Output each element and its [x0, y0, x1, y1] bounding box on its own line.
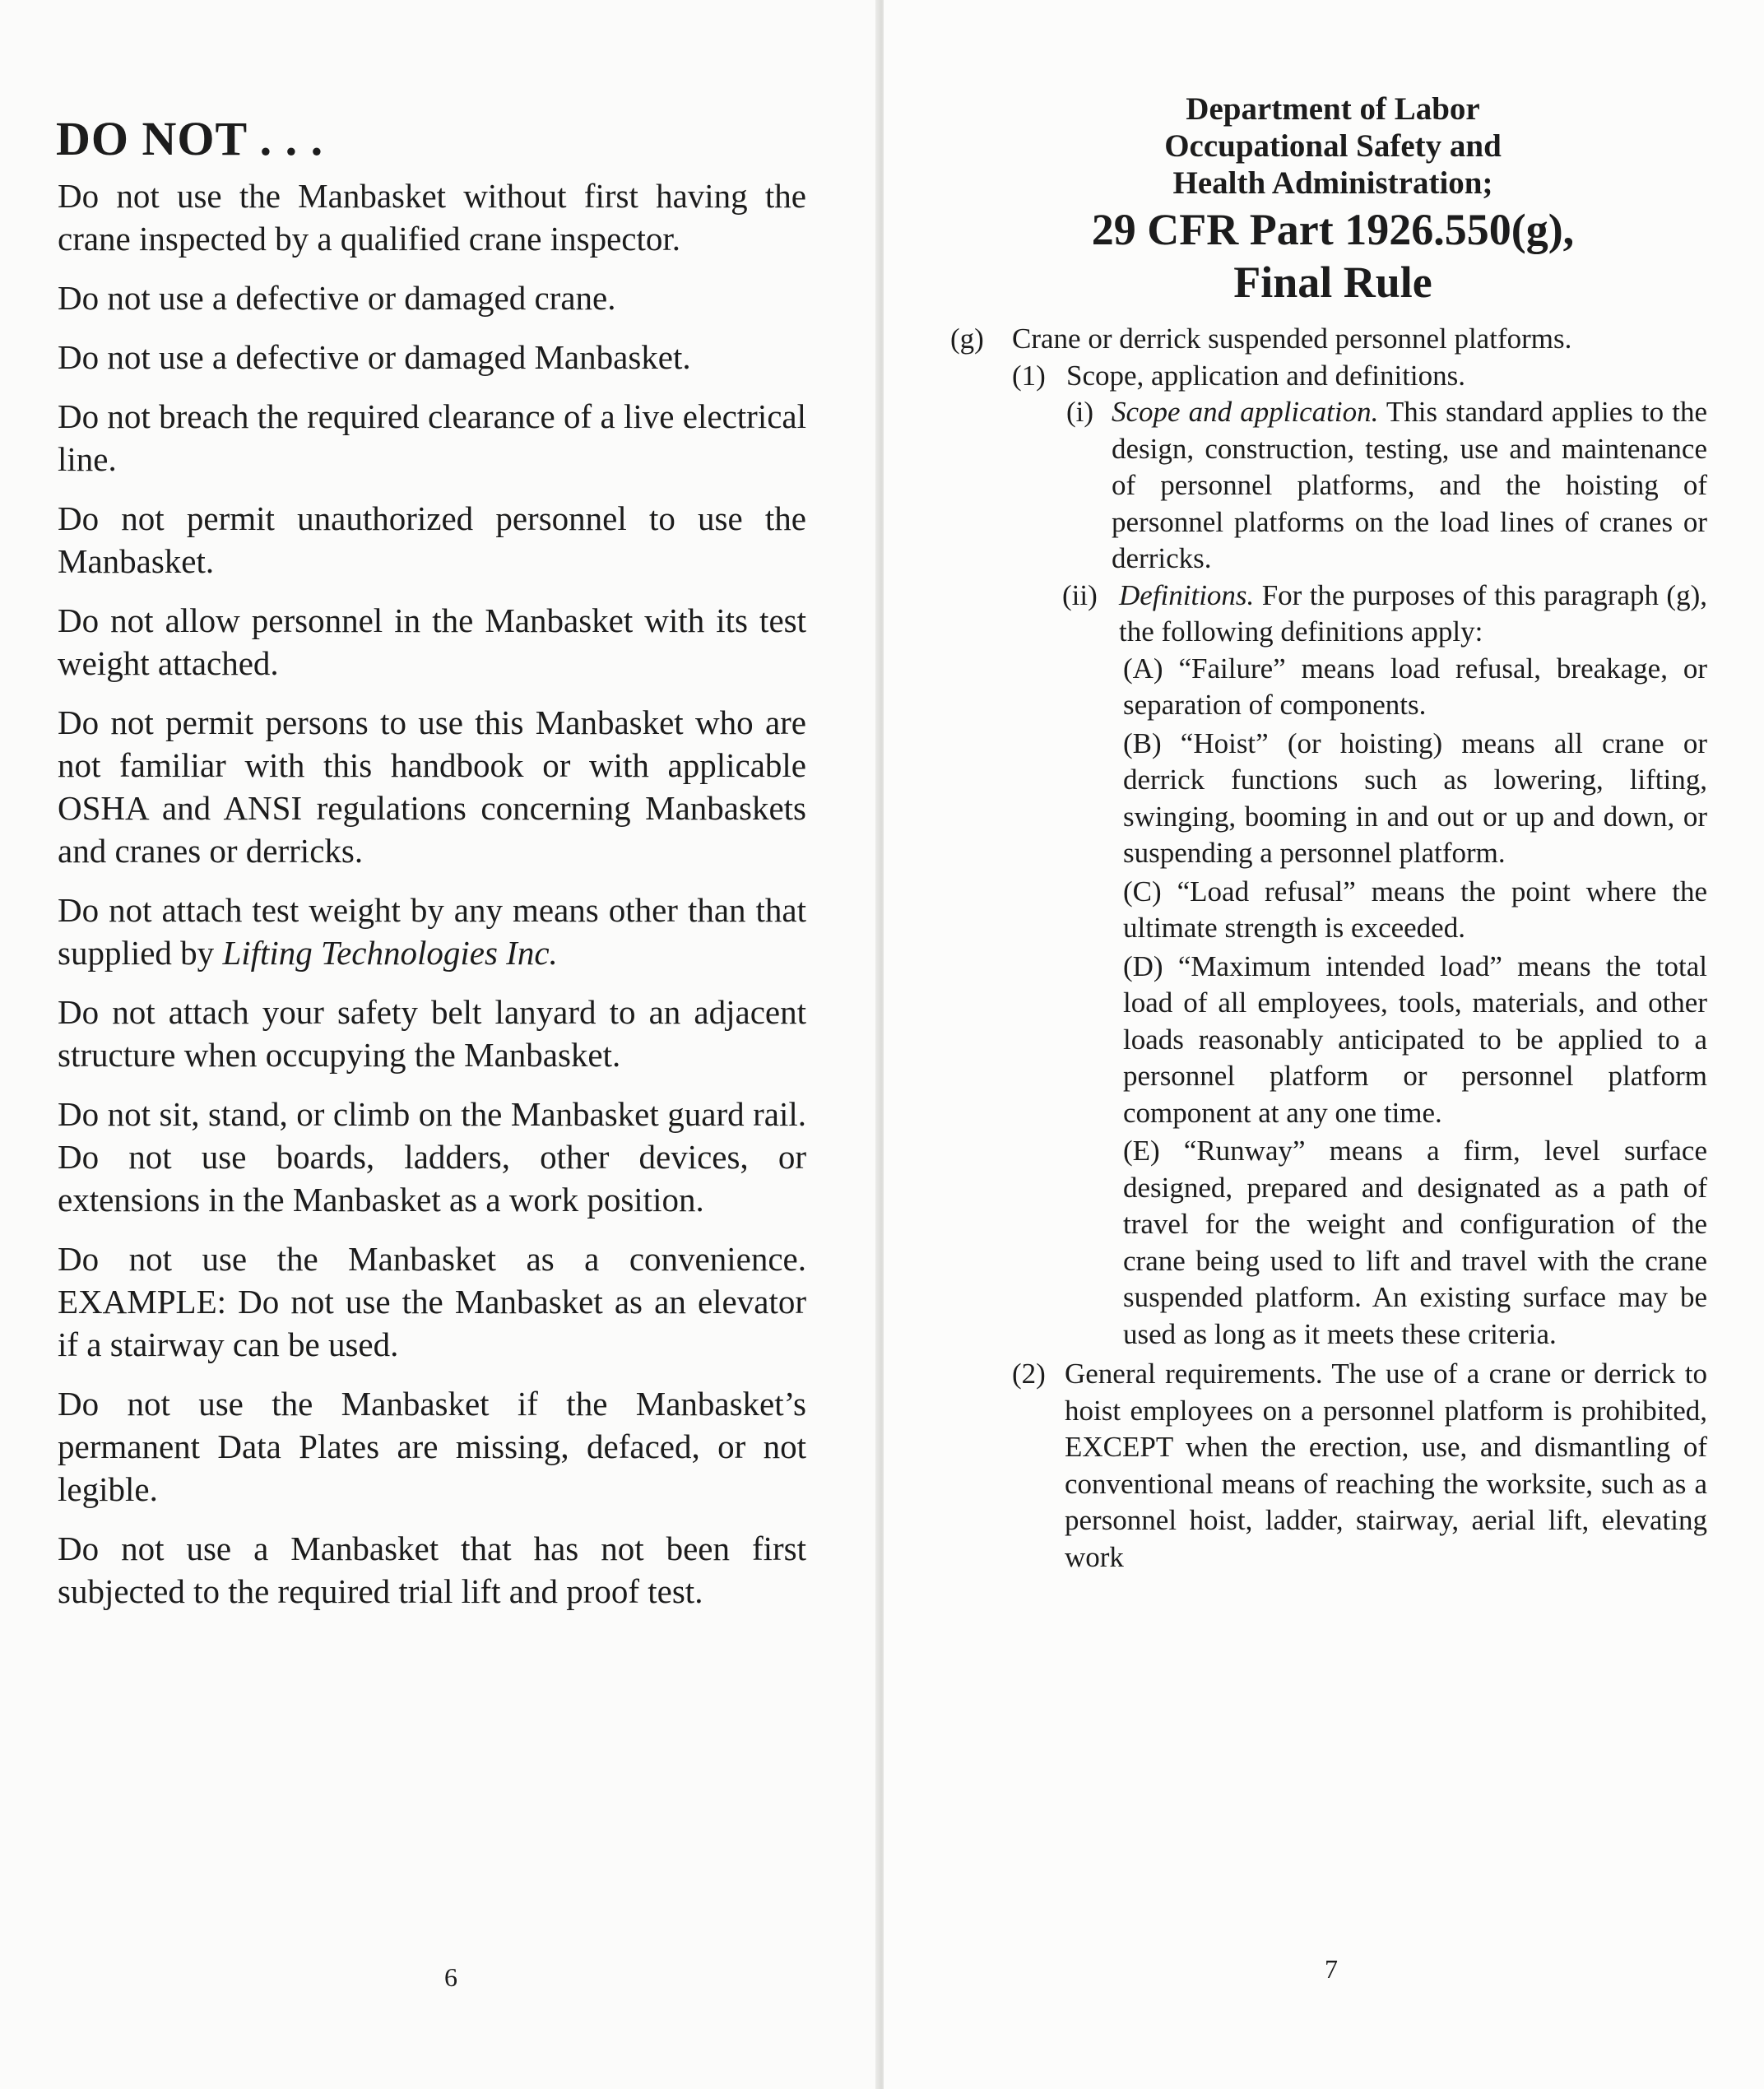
section-g [950, 321, 1707, 358]
section-title: Definitions. [1119, 578, 1255, 611]
definition-item: (B) “Hoist” (or hoisting) means all crane or derrick functions such as lowering, lifting, swinging, booming in and out or up and down, or suspending a personnel platform. [1123, 727, 1707, 869]
rule-item: Do not allow personnel in the Manbasket with its test weight attached. [58, 601, 806, 682]
section-label: (1) [1012, 359, 1046, 392]
agency-line: Department of Labor [1186, 91, 1480, 127]
section-label: (g) [950, 323, 984, 355]
section-text [1112, 394, 1707, 578]
do-not-heading: DO NOT . . . [56, 112, 324, 165]
section-label: (ii) [1062, 578, 1098, 611]
section-body: For the purposes of this paragraph (g), the following definitions apply: [1119, 578, 1707, 648]
section-2 [1012, 1356, 1707, 1576]
definition-item: (E) “Runway” means a firm, level surface designed, prepared and designated as a path of travel for the weight and configuration of the crane being used to lift and travel with the crane suspended platform. An existing surface may be used as long as it meets these criteria. [1123, 1135, 1707, 1350]
definition-item: (A) “Failure” means load refusal, breakage, or separation of components. [1123, 652, 1707, 721]
rule-item: Do not use the Manbasket as a convenience. EXAMPLE: Do not use the Manbasket as an elevator if a stairway can be used. [58, 1240, 806, 1363]
rule-item: Do not permit unauthorized personnel to use the Manbasket. [58, 499, 806, 580]
rule-item: Do not attach your safety belt lanyard to an adjacent structure when occupying the Manbasket. [58, 993, 806, 1074]
rule-item [58, 889, 806, 974]
company-name: Lifting Technologies Inc. [222, 934, 558, 972]
section-ii [1062, 578, 1707, 651]
section-text: General requirements. The use of a crane or derrick to hoist employees on a personnel platform is prohibited, EXCEPT when the erection, use, and dismantling of conventional means of reaching the worksite, such as a personnel hoist, ladder, stairway, aerial lift, elevating work [1065, 1358, 1707, 1573]
section-text: Crane or derrick suspended personnel platforms. [1012, 323, 1572, 355]
rule-text: Do not attach test weight by any means other than that supplied by [58, 891, 806, 972]
do-not-rules-list [58, 174, 806, 1629]
rule-item: Do not breach the required clearance of a live electrical line. [58, 397, 806, 478]
section-label: (i) [1066, 396, 1094, 428]
definition-item: (C) “Load refusal” means the point where the ultimate strength is exceeded. [1123, 875, 1707, 944]
definition-item: (D) “Maximum intended load” means the total load of all employees, tools, materials, and other loads reasonably anticipated to be applied to a personnel platform or personnel platform component at any one time. [1123, 949, 1707, 1129]
section-i [1066, 394, 1707, 578]
agency-line: Occupational Safety and [1164, 128, 1502, 164]
section-body: This standard applies to the design, construction, testing, use and maintenance of personnel platforms, and the hoisting of personnel platforms on the load lines of cranes or derricks. [1112, 396, 1707, 574]
section-text: Scope, application and definitions. [1066, 359, 1466, 392]
section-title: Scope and application. [1112, 396, 1379, 428]
rule-item: Do not use a defective or damaged Manbasket. [58, 338, 691, 376]
section-label: (2) [1012, 1358, 1046, 1390]
regulation-text [950, 321, 1707, 1576]
rule-item: Do not use a Manbasket that has not been first subjected to the required trial lift and proof test. [58, 1530, 806, 1610]
regulation-header [954, 91, 1711, 307]
left-page [0, 0, 879, 2089]
section-text [1119, 578, 1707, 651]
page-number-left: 6 [444, 1962, 457, 1992]
rule-item: Do not sit, stand, or climb on the Manbasket guard rail. Do not use boards, ladders, other devices, or extensions in the Manbasket as a work position. [58, 1095, 806, 1219]
cfr-title: 29 CFR Part 1926.550(g), [1091, 205, 1575, 254]
rule-item: Do not use the Manbasket without first having the crane inspected by a qualified crane inspector. [58, 177, 806, 258]
agency-line: Health Administration; [1172, 165, 1493, 201]
rule-item: Do not use a defective or damaged crane. [58, 279, 616, 317]
rule-item: Do not use the Manbasket if the Manbasket’s permanent Data Plates are missing, defaced, or not legible. [58, 1385, 806, 1508]
cfr-subtitle: Final Rule [1233, 258, 1432, 307]
section-1 [1012, 358, 1707, 395]
page-number-right: 7 [1325, 1954, 1338, 1984]
rule-item: Do not permit persons to use this Manbasket who are not familiar with this handbook or with applicable OSHA and ANSI regulations concerning Manbaskets and cranes or derricks. [58, 703, 806, 870]
